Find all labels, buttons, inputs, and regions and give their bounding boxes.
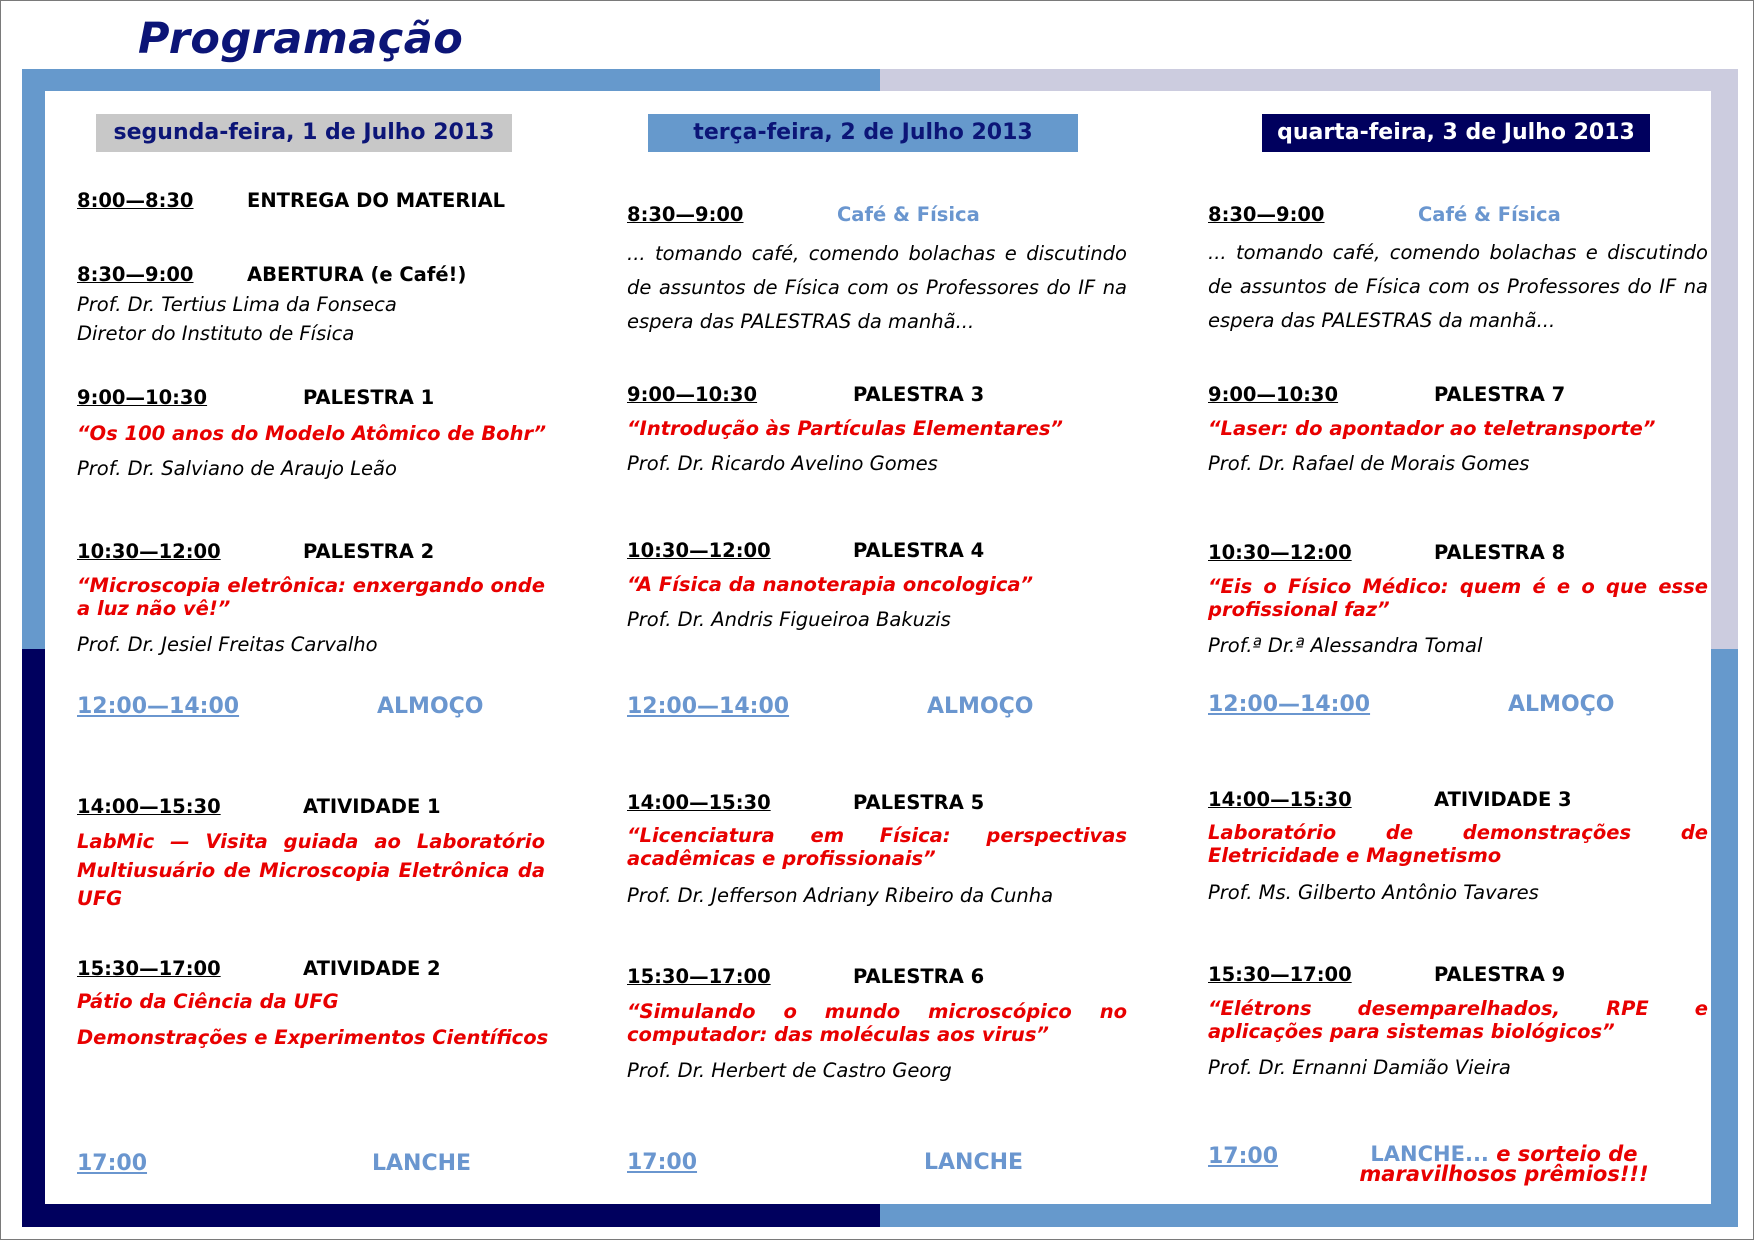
schedule-entry — [1208, 963, 1713, 1083]
entry-time: 8:30—9:00 — [1208, 203, 1325, 226]
schedule-entry — [77, 189, 547, 219]
entry-time: 10:30—12:00 — [1208, 541, 1352, 564]
entry-label: LANCHE — [924, 1150, 1024, 1175]
entry-time: 10:30—12:00 — [627, 539, 771, 562]
entry-label: PALESTRA 6 — [853, 965, 985, 988]
schedule-entry — [1208, 788, 1713, 908]
entry-label: ATIVIDADE 2 — [303, 957, 441, 980]
schedule-entry — [77, 540, 547, 660]
schedule-entry — [627, 383, 1132, 483]
talk-title: “Eis o Físico Médico: quem é e o que esse profissional faz” — [1208, 575, 1708, 621]
entry-label: LANCHE — [372, 1151, 472, 1176]
entry-time: 17:00 — [627, 1150, 698, 1175]
schedule-entry — [627, 203, 1132, 333]
talk-title: “Introdução às Partículas Elementares” — [627, 417, 1063, 440]
speaker-name: Prof. Dr. Herbert de Castro Georg — [627, 1059, 952, 1082]
speaker-name: Prof. Ms. Gilberto Antônio Tavares — [1208, 881, 1539, 904]
entry-time: 8:30—9:00 — [627, 203, 744, 226]
entry-time: 15:30—17:00 — [627, 965, 771, 988]
talk-title: “A Física da nanoterapia oncologica” — [627, 573, 1034, 596]
talk-title: “Elétrons desemparelhados, RPE e aplicações para sistemas biológicos” — [1208, 997, 1708, 1043]
entry-time: 10:30—12:00 — [77, 540, 221, 563]
entry-time: 8:00—8:30 — [77, 189, 194, 212]
entry-time: 12:00—14:00 — [1208, 692, 1371, 717]
entry-label: ALMOÇO — [927, 694, 1034, 719]
entry-label: PALESTRA 7 — [1434, 383, 1566, 406]
speaker-name: Prof. Dr. Ricardo Avelino Gomes — [627, 452, 938, 475]
entry-label — [1354, 1144, 1654, 1184]
schedule-entry — [77, 795, 547, 915]
speaker-name: Prof. Dr. Jesiel Freitas Carvalho — [77, 633, 378, 656]
entry-description: ... tomando café, comendo bolachas e discutindo de assuntos de Física com os Professores do IF na espera das PALESTRAS da manhã... — [627, 242, 1127, 333]
talk-subtitle: Demonstrações e Experimentos Científicos — [77, 1026, 549, 1049]
schedule-entry — [77, 386, 547, 486]
entry-time: 8:30—9:00 — [77, 263, 194, 286]
entry-label: ENTREGA DO MATERIAL — [247, 189, 506, 212]
schedule-entry — [77, 1151, 547, 1185]
schedule-entry — [1208, 203, 1713, 333]
schedule-entry — [1208, 541, 1713, 661]
day-header-monday: segunda-feira, 1 de Julho 2013 — [96, 114, 512, 152]
entry-time: 12:00—14:00 — [627, 694, 790, 719]
speaker-name: Prof. Dr. Rafael de Morais Gomes — [1208, 452, 1530, 475]
schedule-entry — [77, 694, 547, 728]
entry-label: ALMOÇO — [1508, 692, 1615, 717]
entry-time: 17:00 — [77, 1151, 148, 1176]
entry-time: 17:00 — [1208, 1144, 1279, 1169]
speaker-name: Prof. Dr. Salviano de Araujo Leão — [77, 457, 397, 480]
entry-time: 12:00—14:00 — [77, 694, 240, 719]
entry-time: 14:00—15:30 — [627, 791, 771, 814]
entry-label: PALESTRA 9 — [1434, 963, 1566, 986]
schedule-entry — [77, 263, 547, 353]
entry-label: ALMOÇO — [377, 694, 484, 719]
schedule-entry — [627, 694, 1132, 728]
entry-time: 15:30—17:00 — [1208, 963, 1352, 986]
entry-time: 14:00—15:30 — [77, 795, 221, 818]
schedule-entry — [627, 791, 1132, 911]
talk-title: “Laser: do apontador ao teletransporte” — [1208, 417, 1656, 440]
talk-title: “Simulando o mundo microscópico no computador: das moléculas aos virus” — [627, 1000, 1127, 1046]
entry-time: 9:00—10:30 — [77, 386, 208, 409]
schedule-entry — [627, 539, 1132, 639]
talk-title: Laboratório de demonstrações de Eletricidade e Magnetismo — [1208, 821, 1708, 867]
entry-label: PALESTRA 8 — [1434, 541, 1566, 564]
schedule-entry — [627, 965, 1132, 1085]
speaker-name: Prof.ª Dr.ª Alessandra Tomal — [1208, 634, 1483, 657]
day-header-wednesday: quarta-feira, 3 de Julho 2013 — [1262, 114, 1650, 152]
talk-title: Pátio da Ciência da UFG — [77, 990, 339, 1013]
entry-label: ATIVIDADE 3 — [1434, 788, 1572, 811]
prize-text: e sorteio de maravilhosos prêmios!!! — [1359, 1142, 1649, 1186]
entry-label: Café & Física — [1418, 203, 1561, 226]
speaker-name: Prof. Dr. Ernanni Damião Vieira — [1208, 1056, 1511, 1079]
entry-label: Café & Física — [837, 203, 980, 226]
entry-label: PALESTRA 3 — [853, 383, 985, 406]
entry-label: PALESTRA 2 — [303, 540, 435, 563]
schedule-entry — [77, 957, 547, 1057]
speaker-role: Diretor do Instituto de Física — [77, 322, 355, 345]
entry-label: PALESTRA 1 — [303, 386, 435, 409]
lanche-label: LANCHE... — [1370, 1142, 1489, 1166]
talk-title: LabMic — Visita guiada ao Laboratório Multiusuário de Microscopia Eletrônica da UFG — [77, 830, 545, 910]
entry-description: ... tomando café, comendo bolachas e discutindo de assuntos de Física com os Professores do IF na espera das PALESTRAS da manhã... — [1208, 241, 1708, 332]
entry-time: 9:00—10:30 — [1208, 383, 1339, 406]
day-header-tuesday: terça-feira, 2 de Julho 2013 — [648, 114, 1078, 152]
speaker-name: Prof. Dr. Andris Figueiroa Bakuzis — [627, 608, 951, 631]
talk-title: “Os 100 anos do Modelo Atômico de Bohr” — [77, 422, 546, 445]
talk-title: “Microscopia eletrônica: enxergando onde a luz não vê!” — [77, 574, 545, 620]
entry-label: PALESTRA 4 — [853, 539, 985, 562]
entry-label: PALESTRA 5 — [853, 791, 985, 814]
entry-label: ATIVIDADE 1 — [303, 795, 441, 818]
schedule-entry — [1208, 1144, 1713, 1194]
entry-label: ABERTURA (e Café!) — [247, 263, 467, 286]
speaker-name: Prof. Dr. Tertius Lima da Fonseca — [77, 293, 397, 316]
schedule-entry — [627, 1150, 1132, 1184]
schedule-entry — [1208, 692, 1713, 726]
entry-time: 14:00—15:30 — [1208, 788, 1352, 811]
page-title: Programação — [138, 14, 464, 64]
talk-title: “Licenciatura em Física: perspectivas acadêmicas e profissionais” — [627, 824, 1127, 870]
entry-time: 15:30—17:00 — [77, 957, 221, 980]
speaker-name: Prof. Dr. Jefferson Adriany Ribeiro da Cunha — [627, 884, 1054, 907]
schedule-entry — [1208, 383, 1713, 483]
entry-time: 9:00—10:30 — [627, 383, 758, 406]
